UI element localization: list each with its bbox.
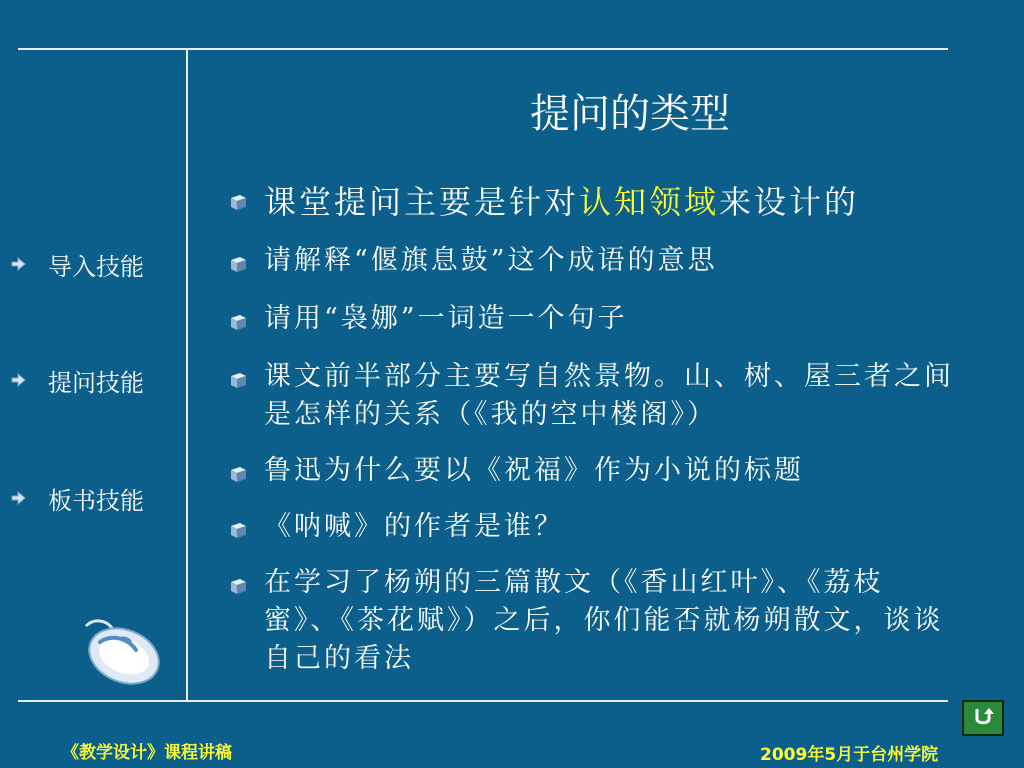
headline-after: 来设计的 bbox=[719, 183, 860, 221]
arrow-right-icon bbox=[10, 490, 26, 506]
bullet-text: 鲁迅为什么要以《祝福》作为小说的标题 bbox=[264, 455, 804, 486]
cube-bullet-icon bbox=[228, 370, 250, 390]
arrow-right-icon bbox=[10, 256, 26, 272]
nav-item-questioning[interactable] bbox=[10, 360, 144, 400]
cube-bullet-icon bbox=[228, 464, 250, 484]
nav-item-label: 提问技能 bbox=[48, 368, 144, 397]
nav-item-label: 板书技能 bbox=[48, 486, 144, 515]
slide-title: 提问的类型 bbox=[530, 91, 730, 137]
footer-date-place: 2009年5月于台州学院 bbox=[760, 745, 939, 765]
bullet-text: 在学习了杨朔的三篇散文（《香山红叶》、《荔枝蜜》、《茶花赋》）之后，你们能否就杨朔散文，谈谈自己的看法 bbox=[264, 567, 944, 674]
list-item bbox=[228, 564, 958, 678]
nav-item-intro[interactable] bbox=[10, 244, 144, 284]
nav-item-label: 导入技能 bbox=[48, 252, 144, 281]
cube-bullet-icon bbox=[228, 520, 250, 540]
list-item bbox=[228, 242, 958, 280]
return-button[interactable] bbox=[962, 700, 1004, 736]
bullet-headline bbox=[228, 180, 958, 224]
bullet-text: 请解释“偃旗息鼓”这个成语的意思 bbox=[264, 245, 718, 276]
computer-mouse-icon bbox=[72, 612, 164, 690]
headline-highlight: 认知领域 bbox=[579, 183, 720, 221]
list-item bbox=[228, 358, 958, 434]
sidebar-divider bbox=[186, 50, 188, 702]
bullet-text: 《呐喊》的作者是谁？ bbox=[264, 511, 564, 542]
cube-bullet-icon bbox=[228, 192, 250, 212]
cube-bullet-icon bbox=[228, 312, 250, 332]
cube-bullet-icon bbox=[228, 576, 250, 596]
top-divider bbox=[18, 48, 948, 50]
list-item bbox=[228, 452, 958, 490]
cube-bullet-icon bbox=[228, 254, 250, 274]
bottom-divider bbox=[18, 700, 948, 702]
return-arrow-icon bbox=[971, 705, 995, 731]
list-item bbox=[228, 508, 958, 546]
bullet-text: 请用“袅娜”一词造一个句子 bbox=[264, 303, 628, 334]
nav-item-blackboard[interactable] bbox=[10, 478, 144, 518]
arrow-right-icon bbox=[10, 372, 26, 388]
bullet-text: 课文前半部分主要写自然景物。山、树、屋三者之间是怎样的关系（《我的空中楼阁》） bbox=[264, 361, 954, 430]
bullet-text bbox=[264, 180, 958, 224]
footer-course-title: 《教学设计》课程讲稿 bbox=[62, 743, 232, 763]
list-item bbox=[228, 300, 958, 338]
headline-before: 课堂提问主要是针对 bbox=[264, 183, 580, 221]
